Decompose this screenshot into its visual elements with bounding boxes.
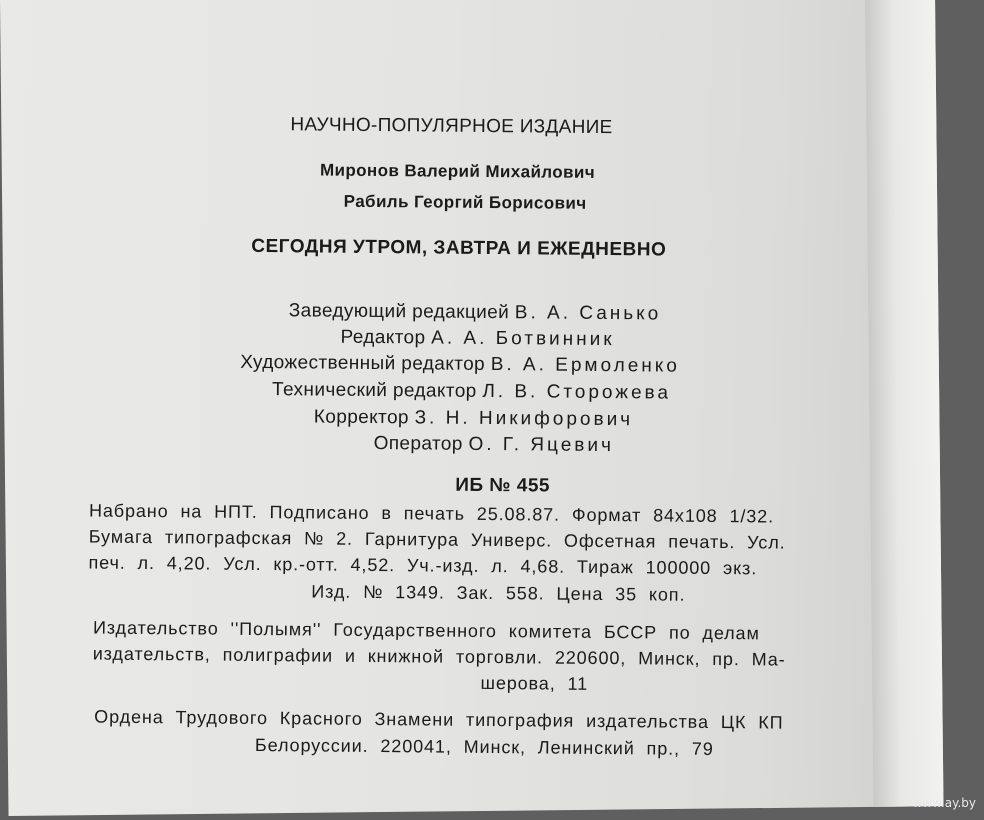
staff-name: В. А. Ермоленко (490, 354, 680, 377)
staff-role: Редактор (340, 326, 426, 349)
staff-line (314, 406, 633, 431)
staff-role: Художественный редактор (240, 351, 486, 375)
staff-line (272, 379, 671, 404)
staff-role: Технический редактор (271, 379, 477, 402)
watermark: www.ay.by (912, 796, 976, 810)
staff-line (240, 352, 680, 378)
author-2: Рабиль Георгий Борисович (343, 191, 587, 213)
staff-line (289, 300, 662, 325)
edition-type: НАУЧНО-ПОПУЛЯРНОЕ ИЗДАНИЕ (290, 114, 613, 139)
staff-role: Корректор (313, 406, 410, 429)
staff-name: А. А. Ботвинник (431, 327, 615, 351)
publisher-info-line: издательств, полиграфии и книжной торговли. 220600, Минск, пр. Ма- (92, 643, 786, 670)
author-1: Миронов Валерий Михайлович (319, 160, 596, 182)
staff-role: Оператор (373, 432, 463, 455)
ib-number: ИБ № 455 (455, 474, 551, 497)
staff-line (340, 327, 614, 351)
print-info-line: Бумага типографская № 2. Гарнитура Универс. Офсетная печать. Усл. (88, 526, 786, 553)
staff-name: З. Н. Никифорович (414, 407, 634, 431)
print-info-line: печ. л. 4,20. Усл. кр.-отт. 4,52. Уч.-изд. л. 4,68. Тираж 100000 экз. (88, 552, 758, 579)
printer-info-line: Ордена Трудового Красного Знамени типография издательства ЦК КП (94, 706, 784, 733)
printer-info-line: Белоруссии. 220041, Минск, Ленинский пр., 79 (254, 734, 714, 759)
publisher-info-line: Издательство ''Полымя'' Государственного комитета БССР по делам (92, 617, 760, 644)
staff-name: О. Г. Яцевич (468, 433, 615, 457)
book-title: СЕГОДНЯ УТРОМ, ЗАВТРА И ЕЖЕДНЕВНО (251, 235, 667, 261)
print-info-line: Изд. № 1349. Зак. 558. Цена 35 коп. (311, 581, 686, 605)
staff-line (374, 433, 614, 457)
staff-role: Заведующий редакцией (288, 300, 510, 324)
staff-name: В. А. Санько (514, 302, 662, 325)
staff-name: Л. В. Сторожева (482, 380, 672, 404)
publisher-info-line: шерова, 11 (480, 672, 589, 694)
print-info-line: Набрано на НПТ. Подписано в печать 25.08.87. Формат 84x108 1/32. (88, 500, 775, 527)
